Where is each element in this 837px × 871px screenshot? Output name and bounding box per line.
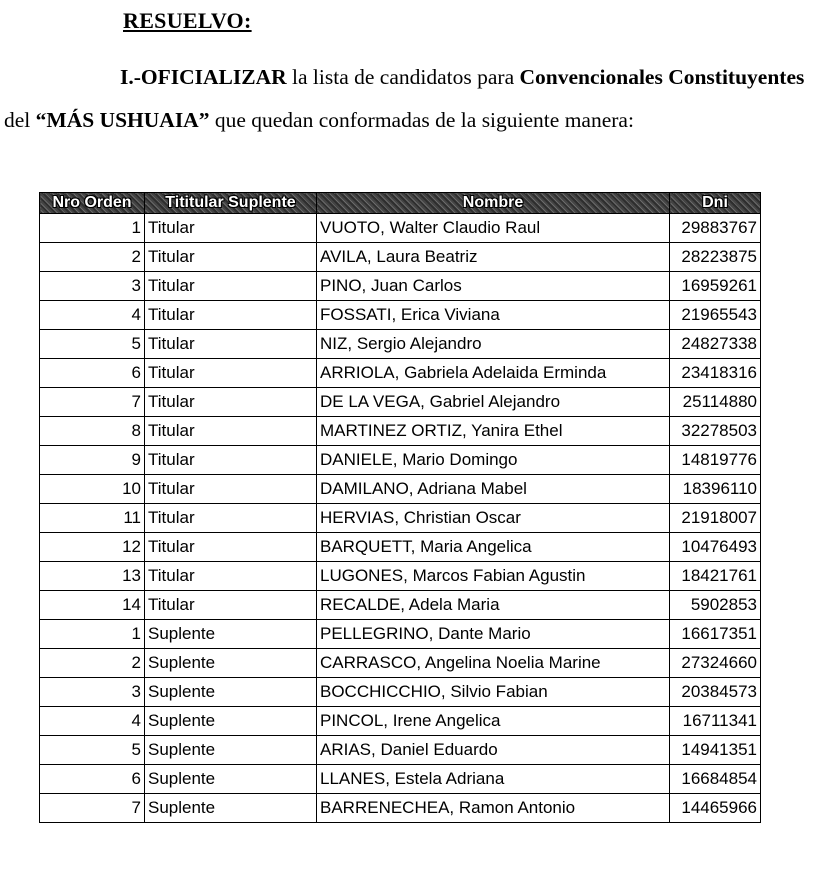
cell-tipo: Suplente	[145, 794, 317, 823]
table-row	[40, 562, 761, 591]
cell-orden: 11	[40, 504, 145, 533]
cell-nombre: DAMILANO, Adriana Mabel	[317, 475, 670, 504]
table-row	[40, 620, 761, 649]
table-row	[40, 388, 761, 417]
cell-orden: 3	[40, 272, 145, 301]
cell-orden: 4	[40, 707, 145, 736]
cell-orden: 9	[40, 446, 145, 475]
cell-dni: 23418316	[670, 359, 761, 388]
cell-orden: 2	[40, 649, 145, 678]
cell-dni: 10476493	[670, 533, 761, 562]
cell-tipo: Suplente	[145, 649, 317, 678]
party-name: “MÁS USHUAIA”	[35, 108, 210, 132]
table-row	[40, 243, 761, 272]
cell-tipo: Titular	[145, 417, 317, 446]
table-row	[40, 707, 761, 736]
cell-dni: 27324660	[670, 649, 761, 678]
cell-dni: 16959261	[670, 272, 761, 301]
cell-nombre: LUGONES, Marcos Fabian Agustin	[317, 562, 670, 591]
table-header-row	[40, 193, 761, 214]
cell-tipo: Titular	[145, 562, 317, 591]
table-row	[40, 794, 761, 823]
cell-orden: 8	[40, 417, 145, 446]
table-row	[40, 649, 761, 678]
cell-orden: 12	[40, 533, 145, 562]
cell-nombre: DE LA VEGA, Gabriel Alejandro	[317, 388, 670, 417]
cell-orden: 10	[40, 475, 145, 504]
cell-nombre: PELLEGRINO, Dante Mario	[317, 620, 670, 649]
table-row	[40, 330, 761, 359]
cell-nombre: BARRENECHEA, Ramon Antonio	[317, 794, 670, 823]
cell-tipo: Suplente	[145, 765, 317, 794]
cell-dni: 18396110	[670, 475, 761, 504]
cell-orden: 6	[40, 765, 145, 794]
header-nombre: Nombre	[317, 193, 670, 214]
oficializar-text: I.-OFICIALIZAR	[120, 65, 287, 89]
cell-tipo: Titular	[145, 243, 317, 272]
cell-dni: 21965543	[670, 301, 761, 330]
cell-tipo: Titular	[145, 359, 317, 388]
cell-nombre: PINO, Juan Carlos	[317, 272, 670, 301]
cell-nombre: PINCOL, Irene Angelica	[317, 707, 670, 736]
cell-dni: 16684854	[670, 765, 761, 794]
cell-orden: 13	[40, 562, 145, 591]
header-nro-orden: Nro Orden	[40, 193, 145, 214]
cell-tipo: Suplente	[145, 678, 317, 707]
cell-tipo: Titular	[145, 475, 317, 504]
table-row	[40, 446, 761, 475]
table-row	[40, 736, 761, 765]
cell-tipo: Titular	[145, 533, 317, 562]
header-titular-suplente: Tititular Suplente	[145, 193, 317, 214]
cell-nombre: NIZ, Sergio Alejandro	[317, 330, 670, 359]
paragraph-text: la lista de candidatos para	[286, 65, 520, 89]
cell-nombre: HERVIAS, Christian Oscar	[317, 504, 670, 533]
table-row	[40, 475, 761, 504]
cell-dni: 5902853	[670, 591, 761, 620]
cell-dni: 16711341	[670, 707, 761, 736]
cell-dni: 32278503	[670, 417, 761, 446]
convencionales-text: Convencionales Constituyentes	[519, 65, 805, 89]
table-row	[40, 504, 761, 533]
cell-tipo: Titular	[145, 214, 317, 243]
cell-tipo: Titular	[145, 301, 317, 330]
cell-tipo: Titular	[145, 272, 317, 301]
cell-orden: 7	[40, 388, 145, 417]
resolution-heading: RESUELVO:	[123, 8, 252, 33]
cell-tipo: Titular	[145, 388, 317, 417]
table-row	[40, 301, 761, 330]
cell-dni: 29883767	[670, 214, 761, 243]
cell-nombre: BOCCHICCHIO, Silvio Fabian	[317, 678, 670, 707]
table-row	[40, 765, 761, 794]
cell-nombre: LLANES, Estela Adriana	[317, 765, 670, 794]
cell-dni: 24827338	[670, 330, 761, 359]
paragraph-text: del	[4, 108, 36, 132]
cell-dni: 21918007	[670, 504, 761, 533]
cell-nombre: RECALDE, Adela Maria	[317, 591, 670, 620]
cell-dni: 28223875	[670, 243, 761, 272]
header-dni: Dni	[670, 193, 761, 214]
cell-nombre: CARRASCO, Angelina Noelia Marine	[317, 649, 670, 678]
table-row	[40, 591, 761, 620]
cell-orden: 6	[40, 359, 145, 388]
cell-nombre: VUOTO, Walter Claudio Raul	[317, 214, 670, 243]
cell-tipo: Titular	[145, 446, 317, 475]
cell-orden: 4	[40, 301, 145, 330]
cell-nombre: BARQUETT, Maria Angelica	[317, 533, 670, 562]
cell-dni: 14465966	[670, 794, 761, 823]
cell-nombre: MARTINEZ ORTIZ, Yanira Ethel	[317, 417, 670, 446]
cell-dni: 20384573	[670, 678, 761, 707]
cell-tipo: Suplente	[145, 736, 317, 765]
table-row	[40, 533, 761, 562]
cell-nombre: DANIELE, Mario Domingo	[317, 446, 670, 475]
cell-nombre: ARIAS, Daniel Eduardo	[317, 736, 670, 765]
cell-dni: 16617351	[670, 620, 761, 649]
cell-nombre: FOSSATI, Erica Viviana	[317, 301, 670, 330]
table-row	[40, 417, 761, 446]
cell-tipo: Suplente	[145, 620, 317, 649]
cell-tipo: Suplente	[145, 707, 317, 736]
table-row	[40, 214, 761, 243]
table-row	[40, 359, 761, 388]
candidates-table	[39, 192, 761, 823]
cell-tipo: Titular	[145, 330, 317, 359]
table-row	[40, 678, 761, 707]
cell-orden: 1	[40, 620, 145, 649]
cell-nombre: AVILA, Laura Beatriz	[317, 243, 670, 272]
cell-orden: 5	[40, 736, 145, 765]
cell-tipo: Titular	[145, 504, 317, 533]
cell-orden: 2	[40, 243, 145, 272]
cell-orden: 3	[40, 678, 145, 707]
table-row	[40, 272, 761, 301]
cell-orden: 14	[40, 591, 145, 620]
resolution-paragraph	[4, 56, 806, 142]
cell-orden: 7	[40, 794, 145, 823]
cell-dni: 25114880	[670, 388, 761, 417]
cell-orden: 1	[40, 214, 145, 243]
cell-dni: 14941351	[670, 736, 761, 765]
cell-dni: 14819776	[670, 446, 761, 475]
cell-dni: 18421761	[670, 562, 761, 591]
paragraph-text: que quedan conformadas de la siguiente manera:	[209, 108, 634, 132]
cell-orden: 5	[40, 330, 145, 359]
cell-tipo: Titular	[145, 591, 317, 620]
cell-nombre: ARRIOLA, Gabriela Adelaida Erminda	[317, 359, 670, 388]
